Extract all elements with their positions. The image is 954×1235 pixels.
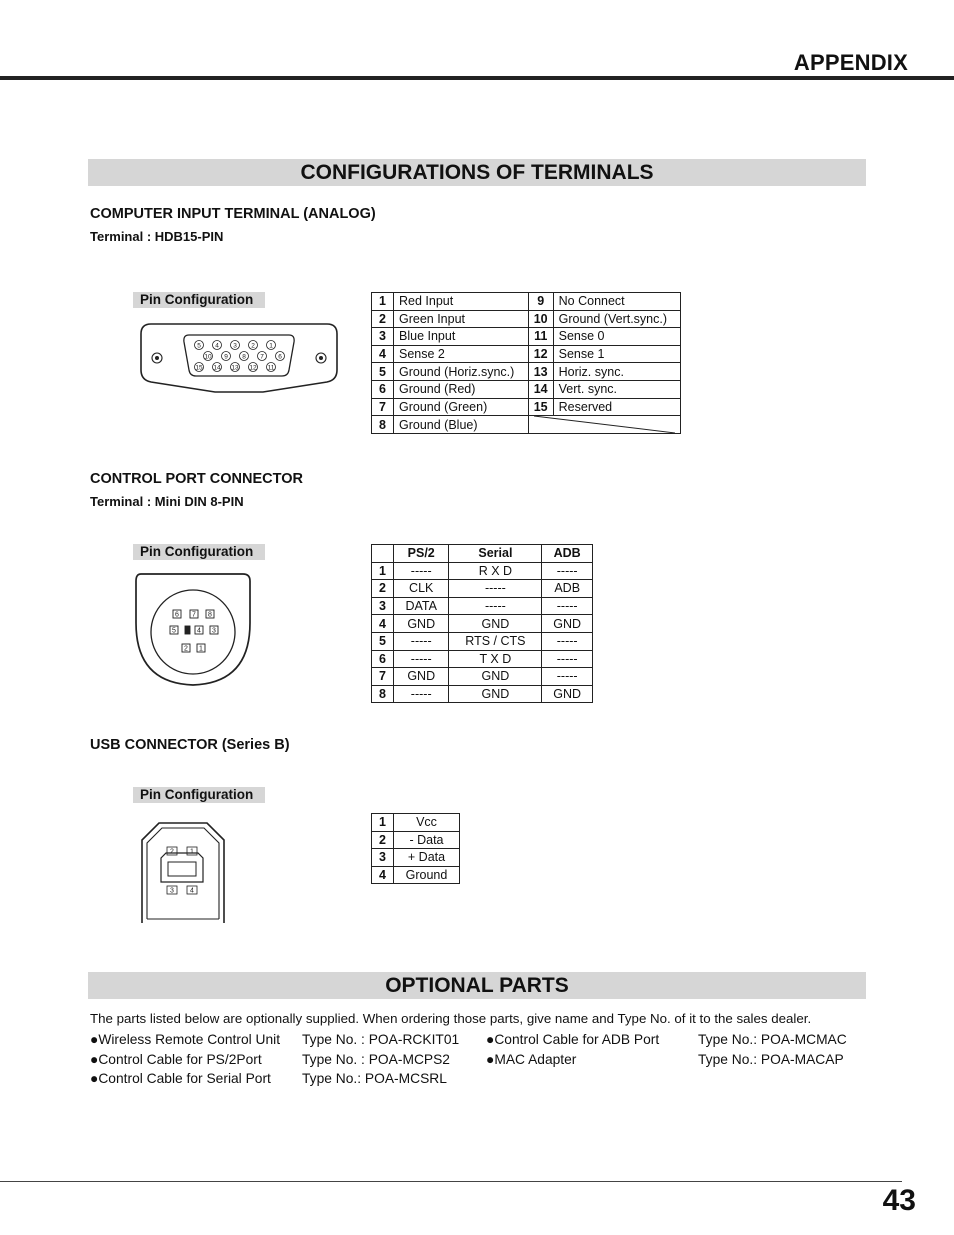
table-row	[372, 345, 681, 363]
vga-pin: 6	[278, 353, 282, 361]
ps2-signal: -----	[394, 562, 449, 580]
pin-signal: - Data	[394, 831, 460, 849]
din-pin: 8	[208, 611, 212, 619]
pin-number: 15	[528, 398, 553, 416]
part-name-text: Control Cable for ADB Port	[494, 1032, 660, 1047]
din-pin: 4	[197, 627, 201, 635]
pin-number: 6	[372, 650, 394, 668]
pin-number: 4	[372, 345, 394, 363]
ps2-signal: -----	[394, 685, 449, 703]
serial-signal: GND	[449, 615, 542, 633]
mini-din-connector-diagram	[133, 571, 255, 689]
bullet-icon: ●	[486, 1032, 495, 1047]
usb-pin: 2	[170, 848, 174, 856]
pin-signal: Sense 0	[553, 328, 680, 346]
ps2-signal: GND	[394, 615, 449, 633]
adb-signal: GND	[542, 685, 593, 703]
pin-number: 7	[372, 398, 394, 416]
usb-heading: USB CONNECTOR (Series B)	[90, 737, 290, 753]
control-port-heading: CONTROL PORT CONNECTOR	[90, 471, 303, 487]
vga-pin: 14	[213, 364, 221, 372]
pin-number: 8	[372, 685, 394, 703]
part-type-number: Type No.: POA-MCSRL	[302, 1071, 447, 1086]
vga-pin: 10	[204, 353, 212, 361]
part-name	[486, 1032, 659, 1047]
pin-number: 8	[372, 416, 394, 434]
din-pin: 5	[172, 627, 176, 635]
pin-number: 1	[372, 562, 394, 580]
section-title-appendix: APPENDIX	[793, 50, 908, 75]
part-type-number: Type No.: POA-MACAP	[698, 1052, 844, 1067]
column-header: PS/2	[394, 545, 449, 563]
table-row	[372, 597, 593, 615]
pin-signal: Ground (Vert.sync.)	[553, 310, 680, 328]
vga-heading: COMPUTER INPUT TERMINAL (ANALOG)	[90, 206, 376, 222]
pin-number: 2	[372, 580, 394, 598]
usb-pin-config-label: Pin Configuration	[133, 787, 265, 803]
vga-pin: 5	[197, 342, 201, 350]
column-header: ADB	[542, 545, 593, 563]
table-row	[372, 814, 460, 832]
part-type-number: Type No. : POA-MCPS2	[302, 1052, 450, 1067]
table-row	[372, 562, 593, 580]
adb-signal: ADB	[542, 580, 593, 598]
vga-pin: 3	[233, 342, 237, 350]
bullet-icon: ●	[90, 1032, 99, 1047]
pin-number: 3	[372, 849, 394, 867]
vga-pin-table	[371, 292, 681, 434]
part-name-text: Control Cable for Serial Port	[98, 1071, 271, 1086]
serial-signal: -----	[449, 580, 542, 598]
table-row	[372, 866, 460, 884]
pin-signal: Ground	[394, 866, 460, 884]
part-type-number: Type No.: POA-MCMAC	[698, 1032, 847, 1047]
usb-pin: 3	[170, 887, 174, 895]
pin-number: 14	[528, 380, 553, 398]
table-row	[372, 293, 681, 311]
usb-pin: 1	[190, 848, 194, 856]
vga-pin: 2	[251, 342, 255, 350]
pin-number: 7	[372, 668, 394, 686]
vga-pin-config-label: Pin Configuration	[133, 292, 265, 308]
pin-signal: Ground (Green)	[394, 398, 529, 416]
pin-number: 6	[372, 380, 394, 398]
serial-signal: R X D	[449, 562, 542, 580]
optional-parts-heading: OPTIONAL PARTS	[88, 972, 866, 999]
pin-signal: Ground (Horiz.sync.)	[394, 363, 529, 381]
part-name	[90, 1052, 262, 1067]
serial-signal: RTS / CTS	[449, 632, 542, 650]
pin-number: 2	[372, 310, 394, 328]
din-pin: 6	[175, 611, 179, 619]
pin-signal: Reserved	[553, 398, 680, 416]
table-row	[372, 615, 593, 633]
ps2-signal: -----	[394, 632, 449, 650]
pin-number: 11	[528, 328, 553, 346]
table-row	[372, 398, 681, 416]
usb-pin: 4	[190, 887, 194, 895]
page-number: 43	[882, 1184, 916, 1217]
ps2-signal: DATA	[394, 597, 449, 615]
adb-signal: -----	[542, 632, 593, 650]
vga-pin: 8	[242, 353, 246, 361]
vga-pin: 1	[269, 342, 273, 350]
vga-connector-diagram	[137, 320, 341, 396]
column-header: Serial	[449, 545, 542, 563]
corner-cell	[372, 545, 394, 563]
pin-number: 5	[372, 632, 394, 650]
ps2-signal: GND	[394, 668, 449, 686]
pin-number: 9	[528, 293, 553, 311]
pin-number: 2	[372, 831, 394, 849]
table-row	[372, 580, 593, 598]
vga-pin: 13	[231, 364, 239, 372]
din-pin: 7	[192, 611, 196, 619]
header-rule	[0, 76, 954, 80]
pin-number: 10	[528, 310, 553, 328]
table-row	[372, 310, 681, 328]
adb-signal: -----	[542, 668, 593, 686]
pin-number: 12	[528, 345, 553, 363]
bullet-icon: ●	[486, 1052, 495, 1067]
vga-pin: 7	[260, 353, 264, 361]
serial-signal: T X D	[449, 650, 542, 668]
control-pin-config-label: Pin Configuration	[133, 544, 265, 560]
pin-signal: Ground (Red)	[394, 380, 529, 398]
pin-signal: Green Input	[394, 310, 529, 328]
ps2-signal: -----	[394, 650, 449, 668]
pin-signal: No Connect	[553, 293, 680, 311]
din-pin: 1	[199, 645, 203, 653]
vga-terminal-type: Terminal : HDB15-PIN	[90, 229, 224, 244]
table-row	[372, 668, 593, 686]
usb-pin-table	[371, 813, 460, 884]
din-pin: 2	[184, 645, 188, 653]
adb-signal: GND	[542, 615, 593, 633]
pin-number: 4	[372, 615, 394, 633]
part-name-text: MAC Adapter	[494, 1052, 577, 1067]
pin-number: 13	[528, 363, 553, 381]
din-pin: 3	[212, 627, 216, 635]
pin-signal: Ground (Blue)	[394, 416, 529, 434]
part-name-text: Control Cable for PS/2Port	[98, 1052, 262, 1067]
table-row	[372, 685, 593, 703]
table-row	[372, 380, 681, 398]
optional-parts-intro: The parts listed below are optionally supplied. When ordering those parts, give name and Type No. of it to the sales dealer.	[90, 1011, 812, 1026]
pin-signal: Vert. sync.	[553, 380, 680, 398]
table-row	[372, 363, 681, 381]
part-type-number: Type No. : POA-RCKIT01	[302, 1032, 460, 1047]
part-name	[90, 1071, 271, 1086]
serial-signal: GND	[449, 668, 542, 686]
vga-pin: 11	[267, 364, 275, 372]
table-row	[372, 328, 681, 346]
pin-signal: Red Input	[394, 293, 529, 311]
pin-number: 3	[372, 597, 394, 615]
table-row	[372, 416, 681, 434]
pin-signal: Blue Input	[394, 328, 529, 346]
bullet-icon: ●	[90, 1052, 99, 1067]
adb-signal: -----	[542, 597, 593, 615]
usb-b-connector-diagram	[139, 820, 227, 926]
adb-signal: -----	[542, 650, 593, 668]
adb-signal: -----	[542, 562, 593, 580]
pin-number: 4	[372, 866, 394, 884]
part-name	[90, 1032, 280, 1047]
pin-signal: Vcc	[394, 814, 460, 832]
empty-cell	[528, 416, 680, 434]
serial-signal: -----	[449, 597, 542, 615]
vga-pin: 4	[215, 342, 219, 350]
pin-number: 5	[372, 363, 394, 381]
control-pin-table	[371, 544, 593, 703]
ps2-signal: CLK	[394, 580, 449, 598]
table-row	[372, 650, 593, 668]
pin-signal: Horiz. sync.	[553, 363, 680, 381]
table-row	[372, 632, 593, 650]
pin-number: 1	[372, 293, 394, 311]
pin-number: 3	[372, 328, 394, 346]
part-name	[486, 1052, 576, 1067]
table-row	[372, 849, 460, 867]
part-name-text: Wireless Remote Control Unit	[98, 1032, 281, 1047]
configurations-heading: CONFIGURATIONS OF TERMINALS	[88, 159, 866, 186]
footer-rule	[0, 1181, 902, 1182]
pin-number: 1	[372, 814, 394, 832]
vga-pin: 12	[249, 364, 257, 372]
pin-signal: + Data	[394, 849, 460, 867]
vga-pin: 15	[195, 364, 203, 372]
serial-signal: GND	[449, 685, 542, 703]
control-port-terminal-type: Terminal : Mini DIN 8-PIN	[90, 494, 244, 509]
pin-signal: Sense 1	[553, 345, 680, 363]
pin-signal: Sense 2	[394, 345, 529, 363]
vga-pin: 9	[224, 353, 228, 361]
table-row	[372, 831, 460, 849]
bullet-icon: ●	[90, 1071, 99, 1086]
